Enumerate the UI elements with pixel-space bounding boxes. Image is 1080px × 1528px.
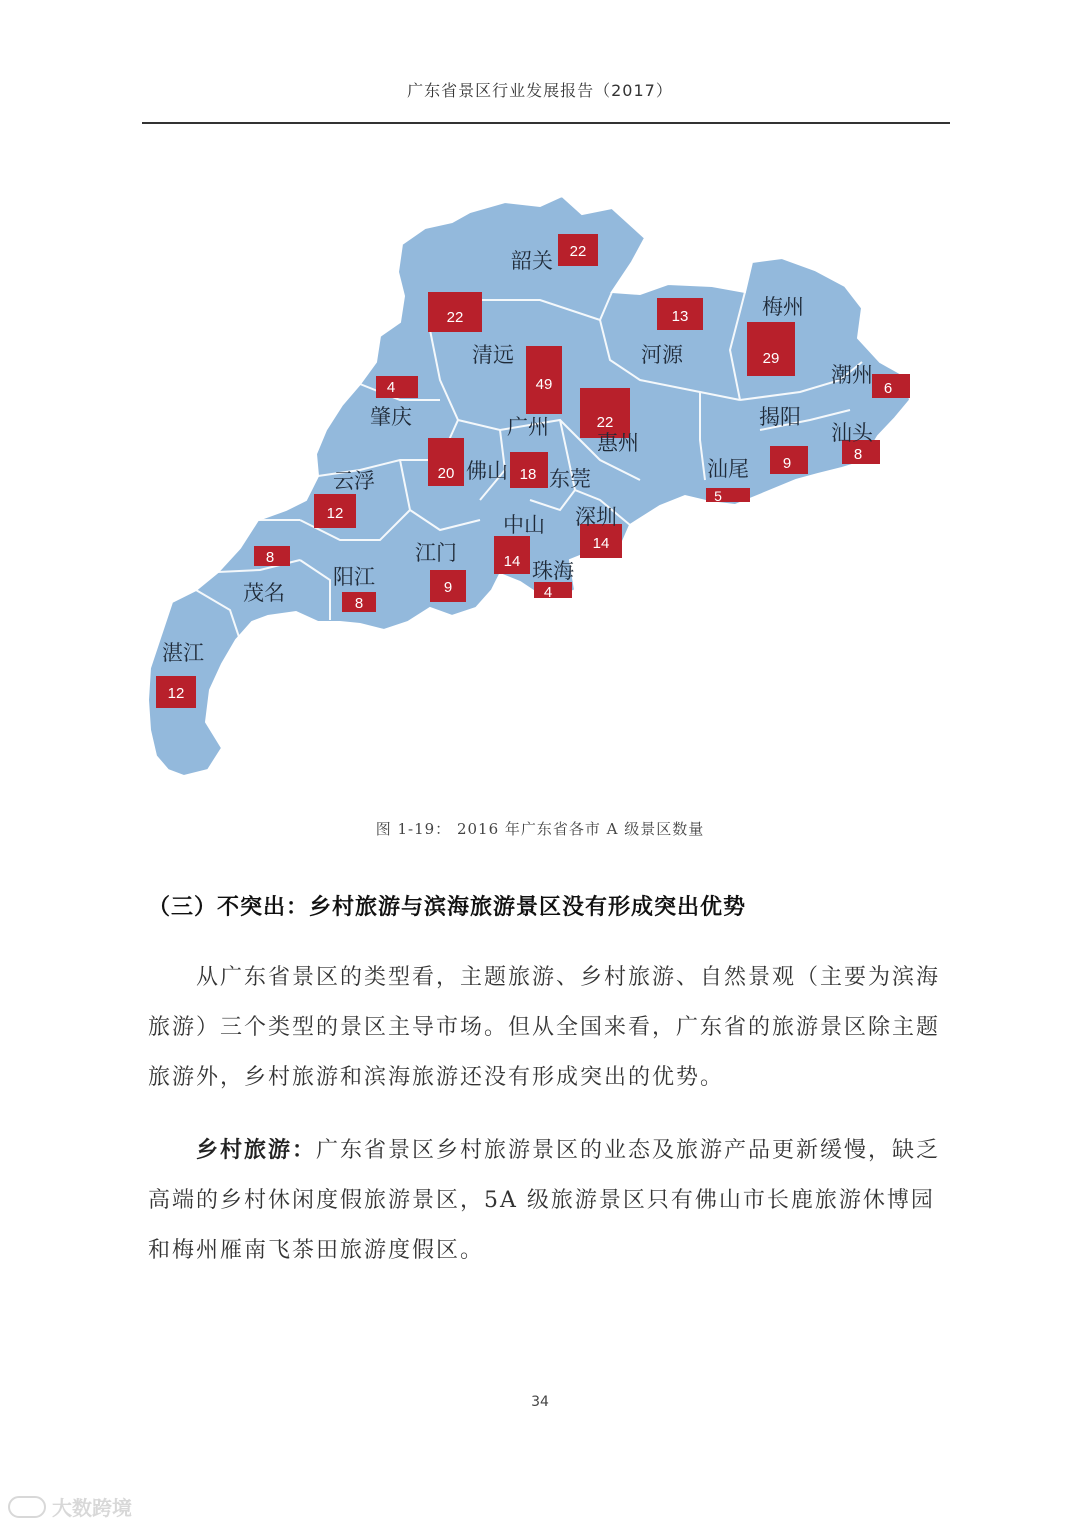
marker-zhanjiang bbox=[156, 676, 196, 708]
city-label: 珠海 bbox=[532, 559, 574, 583]
city-label: 清远 bbox=[472, 343, 514, 367]
marker-jiangmen bbox=[430, 570, 466, 602]
city-label: 汕头 bbox=[831, 421, 873, 445]
city-label: 云浮 bbox=[333, 469, 375, 493]
marker-count: 13 bbox=[671, 308, 689, 325]
city-label: 茂名 bbox=[243, 581, 285, 605]
marker-jieyang bbox=[770, 446, 808, 474]
city-label: 肇庆 bbox=[370, 405, 412, 429]
marker-foshan bbox=[428, 438, 464, 486]
city-label: 汕尾 bbox=[707, 457, 749, 481]
marker-count: 22 bbox=[569, 243, 587, 260]
city-label: 深圳 bbox=[575, 505, 617, 529]
marker-count: 49 bbox=[535, 376, 553, 393]
city-label: 河源 bbox=[641, 343, 683, 367]
city-label: 东莞 bbox=[549, 467, 591, 491]
marker-shanwei bbox=[706, 488, 750, 504]
marker-heyuan bbox=[657, 298, 703, 330]
marker-shenzhen bbox=[580, 524, 622, 558]
paragraph-2-lead: 乡村旅游： bbox=[196, 1137, 317, 1163]
page-number: 34 bbox=[531, 1394, 549, 1410]
marker-count: 4 bbox=[543, 584, 553, 601]
marker-meizhou bbox=[747, 322, 795, 376]
marker-count: 4 bbox=[386, 379, 396, 396]
city-label: 韶关 bbox=[511, 249, 553, 273]
watermark-text: 大数跨境 bbox=[52, 1496, 132, 1520]
marker-yangjiang bbox=[342, 592, 376, 612]
watermark-logo-icon bbox=[8, 1496, 46, 1518]
marker-count: 22 bbox=[596, 414, 614, 431]
marker-count: 6 bbox=[883, 380, 893, 397]
marker-count: 9 bbox=[443, 579, 453, 596]
marker-guangzhou bbox=[526, 346, 562, 414]
marker-count: 12 bbox=[326, 505, 344, 522]
marker-count: 20 bbox=[437, 465, 455, 482]
city-label: 中山 bbox=[503, 513, 545, 537]
marker-zhongshan bbox=[494, 536, 530, 574]
marker-count: 18 bbox=[519, 466, 537, 483]
city-label: 江门 bbox=[415, 541, 457, 565]
marker-dongguan bbox=[510, 452, 548, 488]
marker-shaoguan bbox=[558, 234, 598, 266]
marker-zhuhai bbox=[534, 582, 572, 601]
marker-count: 8 bbox=[853, 446, 863, 463]
marker-maoming bbox=[254, 546, 290, 566]
page-header-title: 广东省景区行业发展报告（2017） bbox=[407, 81, 673, 100]
paragraph-2 bbox=[148, 1125, 948, 1276]
marker-qingyuan bbox=[428, 292, 482, 332]
city-label: 梅州 bbox=[762, 295, 804, 319]
marker-count: 14 bbox=[592, 535, 610, 552]
paragraph-2-text: 广东省景区乡村旅游景区的业态及旅游产品更新缓慢，缺乏高端的乡村休闲度假旅游景区，5A 级旅游景区只有佛山市长鹿旅游休博园和梅州雁南飞茶田旅游度假区。 bbox=[148, 1138, 941, 1263]
figure-caption: 图 1-19： 2016 年广东省各市 A 级景区数量 bbox=[375, 820, 705, 838]
marker-count: 8 bbox=[265, 549, 275, 566]
marker-count: 8 bbox=[354, 595, 364, 612]
city-label: 揭阳 bbox=[759, 405, 801, 429]
marker-zhaoqing bbox=[376, 376, 418, 398]
city-label: 湛江 bbox=[162, 641, 204, 665]
marker-count: 9 bbox=[782, 455, 792, 472]
city-label: 阳江 bbox=[333, 565, 375, 589]
marker-count: 22 bbox=[446, 309, 464, 326]
marker-chaozhou bbox=[872, 374, 910, 398]
city-label: 广州 bbox=[507, 415, 549, 439]
watermark bbox=[8, 1492, 132, 1521]
city-label: 惠州 bbox=[597, 431, 639, 455]
marker-count: 5 bbox=[714, 488, 722, 504]
marker-count: 12 bbox=[167, 685, 185, 702]
marker-yunfu bbox=[314, 494, 356, 528]
paragraph-1-text: 从广东省景区的类型看，主题旅游、乡村旅游、自然景观（主要为滨海旅游）三个类型的景区主导市场。但从全国来看，广东省的旅游景区除主题旅游外，乡村旅游和滨海旅游还没有形成突出的优势。 bbox=[148, 965, 941, 1090]
marker-count: 14 bbox=[503, 553, 521, 570]
marker-count: 29 bbox=[762, 350, 780, 367]
city-label: 佛山 bbox=[466, 459, 508, 483]
city-label: 潮州 bbox=[831, 363, 873, 387]
section-heading: （三）不突出：乡村旅游与滨海旅游景区没有形成突出优势 bbox=[148, 895, 747, 920]
paragraph-1 bbox=[148, 953, 948, 1103]
